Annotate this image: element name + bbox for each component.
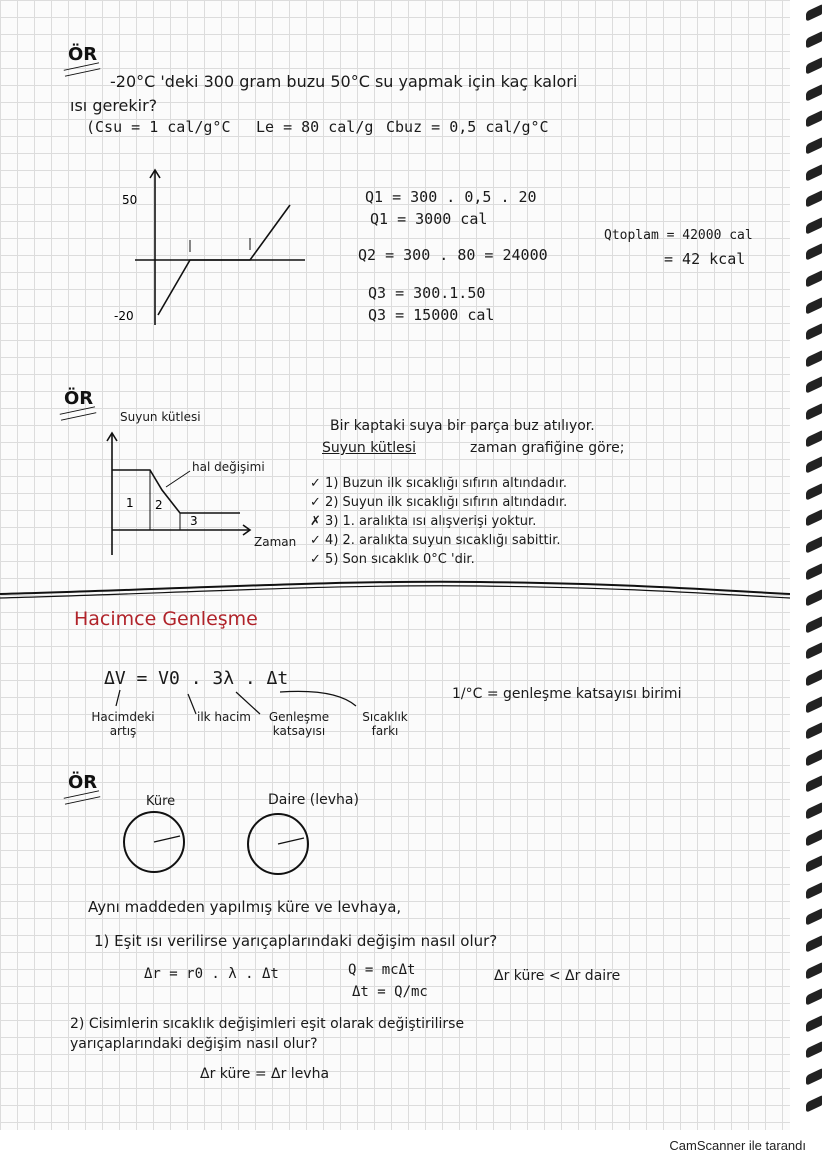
label-volume-change: Hacimdeki artış [91,710,155,738]
statement-1: ✓ 1) Buzun ilk sıcaklığı sıfırın altındadır. [310,476,568,491]
ex1-q1-result: Q1 = 3000 cal [370,210,488,228]
binding-ring [806,84,822,101]
binding-ring [806,722,822,739]
binding-ring [806,244,822,261]
label-initial-volume: ilk hacim [196,710,251,724]
ex2-question-line2a: Suyun kütlesi [322,440,416,456]
ex1-given-le: Le = 80 cal/g [256,118,374,136]
binding-ring [806,377,822,394]
binding-ring [806,137,822,154]
ex1-q1: Q1 = 300 . 0,5 . 20 [365,188,537,206]
example-label: ÖR [64,388,94,409]
binding-ring [806,962,822,979]
binding-ring [806,563,822,580]
ex3-answer-2: Δr küre = Δr levha [200,1066,330,1082]
ex1-given-csu: (Csu = 1 cal/g°C [86,118,231,136]
binding-ring [806,882,822,899]
section-divider [0,572,790,606]
binding-ring [806,31,822,48]
binding-ring [806,4,822,21]
binding-ring [806,935,822,952]
binding-ring [806,1095,822,1112]
sphere-and-disc-drawing [118,808,318,878]
scanner-watermark: CamScanner ile tarandı [669,1138,806,1153]
binding-ring [806,855,822,872]
binding-ring [806,403,822,420]
binding-ring [806,536,822,553]
binding-ring [806,57,822,74]
check-icon: ✓ [310,495,321,510]
check-icon: ✓ [310,476,321,491]
ex2-annotation: hal değişimi [192,460,265,474]
binding-ring [806,1015,822,1032]
annotation-arrow [166,471,190,487]
ex3-formula-dt: Δt = Q/mc [352,984,428,1000]
binding-ring [806,111,822,128]
check-icon: ✓ [310,552,321,567]
region-2: 2 [155,498,163,512]
ex1-qtotal-kcal: = 42 kcal [664,250,746,268]
binding-ring [806,217,822,234]
ex3-formula-q: Q = mcΔt [348,962,416,978]
binding-ring [806,164,822,181]
binding-ring [806,696,822,713]
heating-curve-graph [100,160,320,330]
binding-ring [806,297,822,314]
ex1-q3-result: Q3 = 15000 cal [368,306,495,324]
ex1-q2: Q2 = 300 . 80 = 24000 [358,246,548,264]
binding-ring [806,1042,822,1059]
binding-ring [806,1068,822,1085]
binding-ring [806,483,822,500]
binding-ring [806,829,822,846]
disc-radius [278,838,304,844]
spiral-binding [800,0,826,1130]
region-1: 1 [126,496,134,510]
statement-4: ✓ 4) 2. aralıkta suyun sıcaklığı sabittir. [310,533,561,548]
binding-ring [806,430,822,447]
region-3: 3 [190,514,198,528]
ex1-question-line1: -20°C 'deki 300 gram buzu 50°C su yapmak için kaç kalori [110,72,578,91]
statement-2: ✓ 2) Suyun ilk sıcaklığı sıfırın altındadır. [310,495,568,510]
ex1-question-line2: ısı gerekir? [70,96,158,115]
sphere-label: Küre [146,794,176,809]
label-temperature-difference: Sıcaklık farkı [362,710,408,738]
ex2-statement-list [310,474,567,569]
binding-ring [806,510,822,527]
binding-ring [806,988,822,1005]
binding-ring [806,616,822,633]
binding-ring [806,776,822,793]
ex2-question-line1: Bir kaptaki suya bir parça buz atılıyor. [330,418,595,434]
statement-3: ✗ 3) 1. aralıkta ısı alışverişi yoktur. [310,514,537,529]
ex2-y-label: Suyun kütlesi [120,410,201,424]
check-icon: ✓ [310,533,321,548]
binding-ring [806,190,822,207]
ex3-question-2-line2: yarıçaplarındaki değişim nasıl olur? [70,1036,318,1052]
binding-ring [806,909,822,926]
binding-ring [806,589,822,606]
binding-ring [806,323,822,340]
binding-ring [806,669,822,686]
y-tick-bottom: -20 [114,309,134,323]
ex2-x-label: Zaman [254,535,297,549]
statement-5: ✓ 5) Son sıcaklık 0°C 'dir. [310,552,475,567]
y-tick-top: 50 [122,193,138,207]
ex1-given-cbuz: Cbuz = 0,5 cal/g°C [386,118,549,136]
label-expansion-coefficient: Genleşme katsayısı [268,710,330,738]
ex3-question-2-line1: 2) Cisimlerin sıcaklık değişimleri eşit olarak değiştirilirse [70,1016,465,1032]
sphere-radius [154,836,180,842]
binding-ring [806,749,822,766]
volume-expansion-formula: ΔV = V0 . 3λ . Δt [104,668,289,689]
unit-note: 1/°C = genleşme katsayısı birimi [452,686,682,702]
disc-label: Daire (levha) [268,792,359,808]
binding-ring [806,456,822,473]
ex2-question-line2b: zaman grafiğine göre; [470,440,625,456]
binding-ring [806,270,822,287]
binding-ring [806,350,822,367]
example-label: ÖR [68,44,98,65]
binding-ring [806,643,822,660]
ex1-qtotal: Qtoplam = 42000 cal [604,228,753,243]
ex3-question-1: 1) Eşit ısı verilirse yarıçaplarındaki değişim nasıl olur? [94,932,498,950]
cross-icon: ✗ [310,514,321,529]
ex3-formula-dr: Δr = r0 . λ . Δt [144,966,279,982]
section-title: Hacimce Genleşme [74,608,258,630]
ex3-intro: Aynı maddeden yapılmış küre ve levhaya, [88,898,402,916]
ex1-q3: Q3 = 300.1.50 [368,284,486,302]
example-label: ÖR [68,772,98,793]
binding-ring [806,802,822,819]
ex3-answer-1: Δr küre < Δr daire [494,968,621,984]
